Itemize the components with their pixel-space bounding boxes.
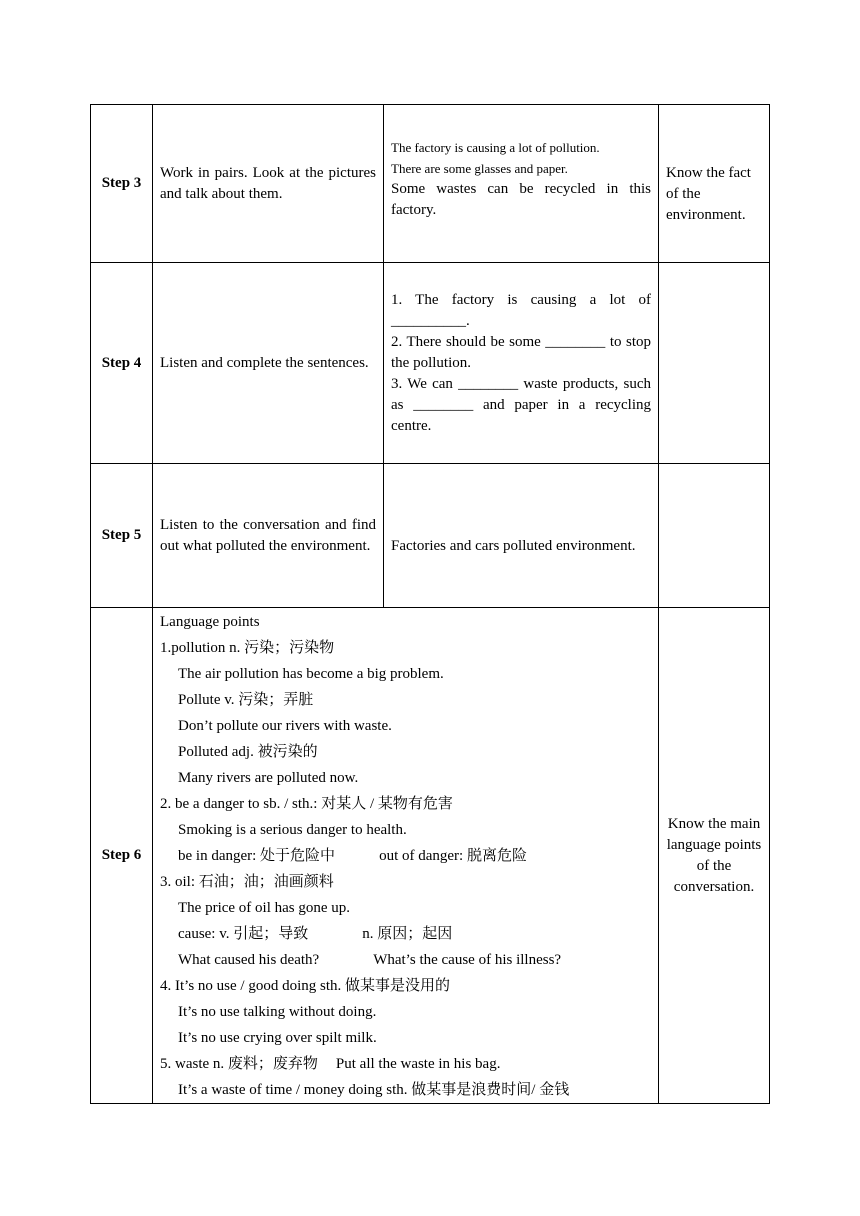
- point-phrase: 5. waste n. 废料；废弃物: [160, 1056, 318, 1072]
- purpose-cell: [659, 464, 770, 608]
- purpose-cell: [659, 263, 770, 464]
- point-phrase: n. 原因；起因: [362, 926, 453, 942]
- content-line: Some wastes can be recycled in this factory.: [391, 181, 651, 218]
- point-line: 2. be a danger to sb. / sth.: 对某人 / 某物有危害: [160, 796, 453, 812]
- content-cell: [384, 263, 659, 464]
- point-line: Pollute v. 污染；弄脏: [178, 692, 314, 708]
- point-line: The air pollution has become a big problem.: [178, 666, 444, 682]
- point-phrase: out of danger: 脱离危险: [379, 848, 527, 864]
- content-line: 2. There should be some ________ to stop the pollution.: [391, 333, 651, 371]
- language-points-cell: [153, 608, 659, 1104]
- point-line: Polluted adj. 被污染的: [178, 744, 318, 760]
- point-phrase: What’s the cause of his illness?: [373, 952, 562, 968]
- content-line: 1. The factory is causing a lot of __________.: [391, 291, 651, 329]
- point-line: The price of oil has gone up.: [178, 900, 351, 916]
- point-line: It’s no use crying over spilt milk.: [178, 1030, 377, 1046]
- lesson-plan-table: [90, 104, 770, 1104]
- language-points-title: Language points: [160, 614, 260, 630]
- content-cell: Factories and cars polluted environment.: [384, 464, 659, 608]
- purpose-cell: Know the fact of the environment.: [659, 105, 770, 263]
- point-line: 1.pollution n. 污染；污染物: [160, 640, 335, 656]
- content-line: 3. We can ________ waste products, such as ________ and paper in a recycling centre.: [391, 375, 651, 434]
- step-4-row: [91, 263, 770, 464]
- content-cell: [384, 105, 659, 263]
- point-line: It’s a waste of time / money doing sth. 做某事是浪费时间/ 金钱: [178, 1082, 570, 1098]
- point-line: Smoking is a serious danger to health.: [178, 822, 407, 838]
- point-line: [160, 921, 651, 947]
- point-phrase: Put all the waste in his bag.: [335, 1056, 501, 1072]
- point-line: It’s no use talking without doing.: [178, 1004, 377, 1020]
- activity-cell: Listen to the conversation and find out what polluted the environment.: [153, 464, 384, 608]
- point-line: 3. oil: 石油；油；油画颜料: [160, 874, 334, 890]
- step-label: Step 6: [91, 608, 153, 1104]
- point-phrase: be in danger: 处于危险中: [178, 848, 336, 864]
- content-line: There are some glasses and paper.: [391, 161, 568, 176]
- step-label: Step 3: [91, 105, 153, 263]
- activity-cell: Work in pairs. Look at the pictures and talk about them.: [153, 105, 384, 263]
- purpose-cell: Know the main language points of the conversation.: [659, 608, 770, 1104]
- content-line: The factory is causing a lot of pollution.: [391, 140, 600, 155]
- point-phrase: cause: v. 引起；导致: [178, 926, 309, 942]
- step-6-row: [91, 608, 770, 1104]
- point-line: [160, 843, 651, 869]
- step-label: Step 5: [91, 464, 153, 608]
- point-line: 4. It’s no use / good doing sth. 做某事是没用的: [160, 978, 451, 994]
- point-line: Many rivers are polluted now.: [178, 770, 359, 786]
- step-label: Step 4: [91, 263, 153, 464]
- activity-cell: Listen and complete the sentences.: [153, 263, 384, 464]
- point-line: Don’t pollute our rivers with waste.: [178, 718, 392, 734]
- point-line: [160, 1051, 651, 1077]
- step-3-row: [91, 105, 770, 263]
- point-phrase: What caused his death?: [178, 952, 320, 968]
- step-5-row: [91, 464, 770, 608]
- point-line: [160, 947, 651, 973]
